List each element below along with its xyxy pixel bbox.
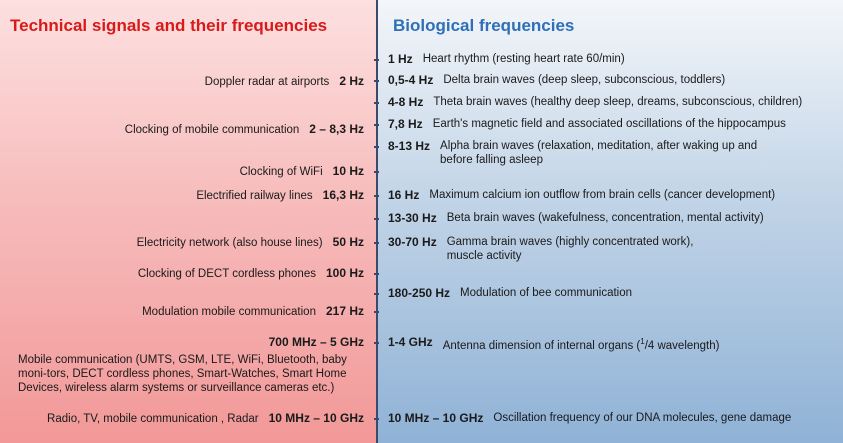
technical-row — [0, 122, 364, 137]
biological-label: Earth's magnetic field and associated oscillations of the hippocampus — [432, 118, 786, 130]
technical-frequency: 16,3 Hz — [322, 188, 364, 202]
biological-label: Theta brain waves (healthy deep sleep, dreams, subconscious, children) — [433, 96, 803, 108]
divider-tick — [374, 171, 379, 173]
divider-tick — [374, 59, 379, 61]
technical-label: Doppler radar at airports — [204, 76, 330, 88]
biological-row — [388, 188, 828, 202]
technical-frequency: 2 – 8,3 Hz — [309, 122, 364, 136]
technical-label: Clocking of mobile communication — [124, 124, 300, 136]
biological-label: Beta brain waves (wakefulness, concentration, mental activity) — [446, 212, 764, 224]
biological-frequency: 10 MHz – 10 GHz — [388, 411, 484, 425]
technical-frequency: 10 Hz — [332, 164, 364, 178]
biological-label: Oscillation frequency of our DNA molecules, gene damage — [493, 412, 792, 424]
technical-label: Electrified railway lines — [196, 190, 313, 202]
divider-tick — [374, 146, 379, 148]
technical-row — [0, 74, 364, 89]
biological-frequency: 8-13 Hz — [388, 139, 431, 153]
biological-frequency: 180-250 Hz — [388, 286, 451, 300]
technical-title: Technical signals and their frequencies — [10, 16, 328, 35]
technical-frequency: 700 MHz – 5 GHz — [268, 335, 364, 349]
technical-row — [0, 235, 364, 250]
technical-label: Electricity network (also house lines) — [136, 237, 323, 249]
technical-label: Modulation mobile communication — [142, 306, 316, 318]
center-divider — [376, 0, 378, 443]
biological-frequency: 4-8 Hz — [388, 95, 424, 109]
biological-row — [388, 411, 828, 425]
biological-label: Delta brain waves (deep sleep, subconscious, toddlers) — [443, 74, 726, 86]
technical-label: Clocking of WiFi — [239, 166, 323, 178]
biological-frequency: 30-70 Hz — [388, 235, 437, 249]
biological-title: Biological frequencies — [393, 16, 575, 35]
technical-frequency: 100 Hz — [325, 266, 364, 280]
biological-label-part: Antenna dimension of internal organs ( — [442, 339, 641, 352]
biological-row — [388, 235, 718, 263]
technical-mobile-devices-text: Mobile communication (UMTS, GSM, LTE, WiFi, Bluetooth, baby moni-tors, DECT cordless phones, Smart-Watches, Smart Home Devices, wireless alarm systems or surveillance cameras etc.) — [18, 354, 347, 394]
technical-frequency: 2 Hz — [339, 74, 364, 88]
technical-frequency: 217 Hz — [325, 304, 364, 318]
biological-frequency: 1 Hz — [388, 52, 413, 66]
biological-row — [388, 52, 828, 66]
divider-tick — [374, 273, 379, 275]
technical-frequency: 50 Hz — [332, 235, 364, 249]
biological-label: Modulation of bee communication — [460, 287, 633, 299]
divider-tick — [374, 124, 379, 126]
biological-row — [388, 139, 788, 167]
biological-frequency: 1-4 GHz — [388, 335, 433, 349]
divider-tick — [374, 218, 379, 220]
biological-label: Alpha brain waves (relaxation, meditation, after waking up and before falling asleep — [440, 140, 758, 166]
biological-frequency: 13-30 Hz — [388, 211, 437, 225]
technical-frequency: 10 MHz – 10 GHz — [268, 411, 364, 425]
biological-row — [388, 211, 828, 225]
biological-row — [388, 286, 828, 300]
divider-tick — [374, 311, 379, 313]
technical-label: Clocking of DECT cordless phones — [137, 268, 316, 280]
biological-row — [388, 73, 828, 87]
divider-tick — [374, 293, 379, 295]
divider-tick — [374, 342, 379, 344]
technical-row — [0, 335, 364, 350]
biological-row — [388, 117, 828, 131]
biological-frequency: 7,8 Hz — [388, 117, 423, 131]
biological-row — [388, 335, 828, 353]
divider-tick — [374, 102, 379, 104]
biological-frequency: 0,5-4 Hz — [388, 73, 434, 87]
biological-frequency: 16 Hz — [388, 188, 420, 202]
biological-label: Maximum calcium ion outflow from brain cells (cancer development) — [429, 189, 776, 201]
technical-row — [0, 411, 364, 426]
biological-label: Gamma brain waves (highly concentrated work), muscle activity — [446, 236, 694, 262]
divider-tick — [374, 80, 379, 82]
divider-tick — [374, 418, 379, 420]
biological-label — [443, 335, 720, 353]
technical-row — [0, 266, 364, 281]
technical-row — [0, 164, 364, 179]
biological-label-part: /4 wavelength) — [644, 339, 720, 352]
technical-row — [0, 304, 364, 319]
divider-tick — [374, 242, 379, 244]
divider-tick — [374, 195, 379, 197]
biological-row — [388, 95, 828, 109]
fraction-superscript: 1 — [640, 337, 645, 346]
biological-label: Heart rhythm (resting heart rate 60/min) — [422, 53, 625, 65]
technical-row — [0, 188, 364, 203]
technical-label: Radio, TV, mobile communication , Radar — [47, 413, 259, 425]
